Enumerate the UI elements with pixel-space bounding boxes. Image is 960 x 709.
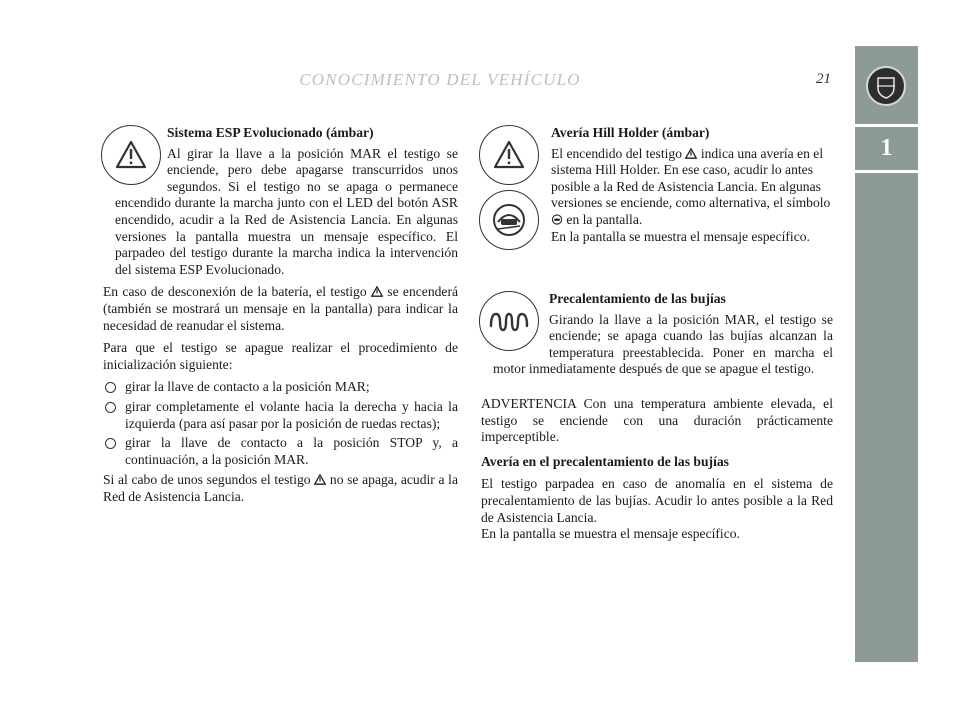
sidebar-divider	[855, 170, 918, 173]
esp-title: Sistema ESP Evolucionado (ámbar)	[167, 125, 374, 140]
esp-paragraph-2	[103, 284, 458, 334]
hill-p1-mid: indica una avería en el sistema Hill Holder. En ese caso, acudir lo antes posible a la Red de Asistencia Lancia. En algunas versiones se enciende, como alternativa, el símbolo	[551, 145, 831, 211]
hill-p1-end: en la pantalla.	[566, 211, 643, 227]
esp-paragraph-1: Al girar la llave a la posición MAR el testigo se enciende, pero debe apagarse transcurridos unos segundos. Si el testigo no se apaga o permanece encendido durante la marcha junto con el LED del botón ASR encendido, acudir a la Red de Asistencia Lancia. En algunas versiones la pantalla muestra un mensaje específico. El parpadeo del testigo durante la marcha indica la intervención del sistema ESP Evolucionado.	[115, 145, 458, 277]
esp-p4-start: Si al cabo de unos segundos el testigo	[103, 472, 311, 488]
glow-plug-paragraph-1: Girando la llave a la posición MAR, el testigo se enciende; se apaga cuando las bujías alcanzan la temperatura preestablecida. Poner en marcha el motor inmediatamente después de que se apague el testigo.	[493, 311, 833, 377]
skid-car-icon	[489, 200, 529, 240]
warning-triangle-icon	[491, 137, 527, 173]
hill-holder-section	[551, 125, 833, 251]
hill-holder-paragraph-1	[551, 146, 833, 229]
glow-plug-fault-title: Avería en el precalentamiento de las bujías	[481, 453, 729, 469]
list-item: girar la llave de contacto a la posición STOP y, a continuación, a la posición MAR.	[103, 435, 458, 468]
lancia-logo	[866, 66, 906, 106]
sidebar-divider	[855, 124, 918, 127]
icon-spacer	[481, 291, 549, 353]
hill-holder-warning-icon	[479, 125, 539, 185]
esp-p4-end: no se apaga, acudir a la Red de Asistencia Lancia.	[103, 472, 458, 504]
esp-p2-start: En caso de desconexión de la batería, el testigo	[103, 284, 367, 300]
chapter-number: 1	[880, 135, 893, 161]
glow-plug-section	[481, 291, 833, 549]
hill-p1-start: El encendido del testigo	[551, 145, 682, 161]
glow-plug-fault-display-note: En la pantalla se muestra el mensaje específico.	[481, 526, 740, 542]
hill-holder-title: Avería Hill Holder (ámbar)	[551, 125, 710, 140]
esp-paragraph-3: Para que el testigo se apague realizar el procedimiento de inicialización siguiente:	[103, 340, 458, 372]
list-item: girar completamente el volante hacia la derecha y hacia la izquierda (para así pasar por la posición de ruedas rectas);	[103, 399, 458, 432]
procedure-list	[103, 379, 458, 468]
left-column	[103, 125, 458, 511]
lancia-shield-icon	[869, 69, 903, 103]
glow-plug-warning-note: ADVERTENCIA Con una temperatura ambiente elevada, el testigo se enciende con una duración prácticamente imperceptible.	[481, 395, 833, 445]
glow-plug-title: Precalentamiento de las bujías	[549, 291, 726, 306]
esp-p2-end: se encenderá (también se mostrará un mensaje en la pantalla) para indicar la necesidad de reanudar el sistema.	[103, 284, 459, 333]
hill-holder-display-icon	[479, 190, 539, 250]
glow-plug-fault-paragraph: El testigo parpadea en caso de anomalía en el sistema de precalentamiento de las bujías. Acudir lo antes posible a la Red de Asistencia Lancia.	[481, 476, 833, 525]
warning-inline-icon	[371, 286, 383, 297]
page-number: 21	[816, 71, 831, 87]
hill-holder-paragraph-2: En la pantalla se muestra el mensaje específico.	[551, 228, 810, 244]
page-header-title: CONOCIMIENTO DEL VEHÍCULO	[299, 70, 581, 89]
esp-paragraph-4	[103, 472, 458, 505]
warning-inline-icon	[314, 474, 326, 485]
list-item: girar la llave de contacto a la posición MAR;	[103, 379, 458, 396]
icon-spacer	[103, 125, 167, 183]
skid-car-inline-icon	[551, 214, 563, 225]
warning-inline-icon	[685, 148, 697, 159]
